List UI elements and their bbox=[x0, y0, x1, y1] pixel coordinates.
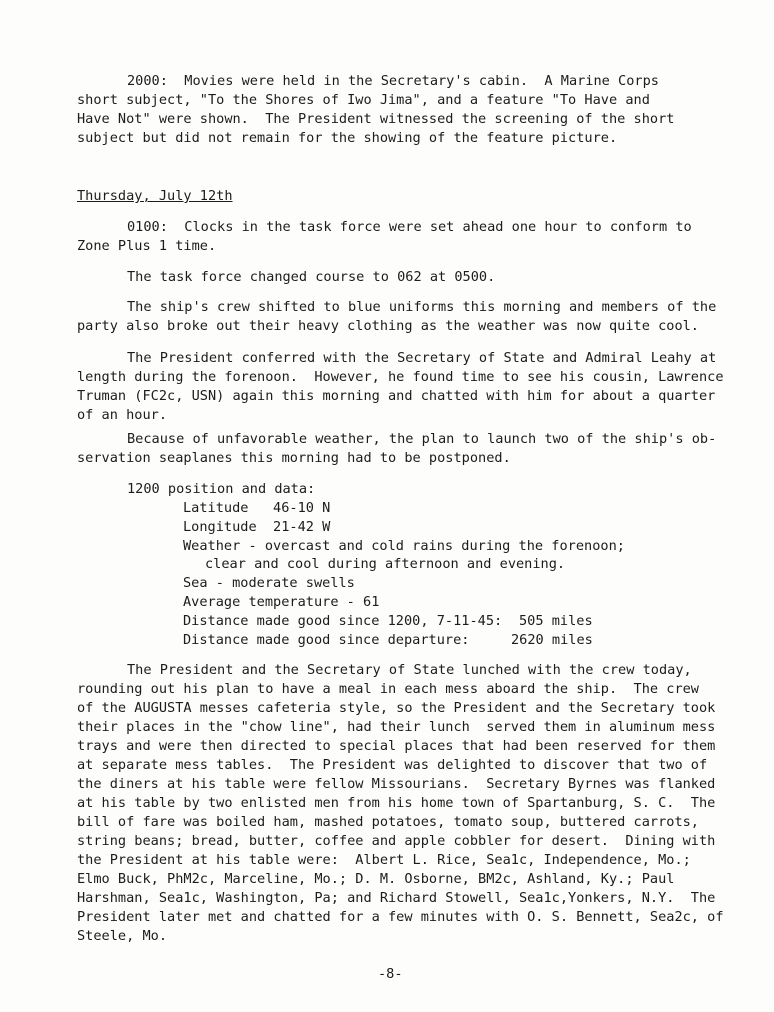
p5-line-3: Truman (FC2c, USN) again this morning and chatted with him for about a quarter bbox=[77, 388, 716, 404]
p7-line-9: bill of fare was boiled ham, mashed potatoes, tomato soup, buttered carrots, bbox=[77, 814, 699, 830]
section-heading: Thursday, July 12th bbox=[77, 188, 233, 204]
p5-line-2: length during the forenoon. However, he found time to see his cousin, Lawrence bbox=[77, 369, 724, 385]
p7-line-2: rounding out his plan to have a meal in each mess aboard the ship. The crew bbox=[77, 681, 699, 697]
position-distance-1-value: 505 miles bbox=[519, 613, 593, 629]
p1-line-2: short subject, "To the Shores of Iwo Jima", and a feature "To Have and bbox=[77, 92, 650, 108]
position-distance-1-label: Distance made good since 1200, 7-11-45: bbox=[183, 613, 503, 629]
position-temperature: Average temperature - 61 bbox=[183, 594, 380, 610]
p7-line-8: at his table by two enlisted men from his home town of Spartanburg, S. C. The bbox=[77, 795, 716, 811]
p4-line-2: party also broke out their heavy clothing as the weather was now quite cool. bbox=[77, 318, 699, 334]
p7-line-3: of the AUGUSTA messes cafeteria style, so the President and the Secretary took bbox=[77, 700, 716, 716]
p7-line-6: at separate mess tables. The President was delighted to discover that two of bbox=[77, 757, 708, 773]
p6-line-2: servation seaplanes this morning had to be postponed. bbox=[77, 450, 511, 466]
position-sea: Sea - moderate swells bbox=[183, 575, 355, 591]
p7-line-1: The President and the Secretary of State lunched with the crew today, bbox=[127, 662, 692, 678]
page-number: -8- bbox=[378, 966, 403, 982]
p1-line-4: subject but did not remain for the showing of the feature picture. bbox=[77, 130, 618, 146]
p2-line-1: 0100: Clocks in the task force were set ahead one hour to conform to bbox=[127, 219, 692, 235]
p4-line-1: The ship's crew shifted to blue uniforms this morning and members of the bbox=[127, 299, 717, 315]
p1-line-3: Have Not" were shown. The President witnessed the screening of the short bbox=[77, 111, 675, 127]
p7-line-10: string beans; bread, butter, coffee and apple cobbler for desert. Dining with bbox=[77, 833, 716, 849]
p5-line-4: of an hour. bbox=[77, 407, 168, 423]
p7-line-4: their places in the "chow line", had their lunch served them in aluminum mess bbox=[77, 719, 716, 735]
position-latitude: Latitude 46-10 N bbox=[183, 500, 331, 516]
p7-line-14: President later met and chatted for a few minutes with O. S. Bennett, Sea2c, of bbox=[77, 909, 724, 925]
p7-line-11: the President at his table were: Albert L. Rice, Sea1c, Independence, Mo.; bbox=[77, 852, 691, 868]
p7-line-12: Elmo Buck, PhM2c, Marceline, Mo.; D. M. Osborne, BM2c, Ashland, Ky.; Paul bbox=[77, 871, 675, 887]
position-longitude: Longitude 21-42 W bbox=[183, 519, 331, 535]
p5-line-1: The President conferred with the Secretary of State and Admiral Leahy at bbox=[127, 350, 717, 366]
p7-line-15: Steele, Mo. bbox=[77, 928, 168, 944]
p3-line-1: The task force changed course to 062 at 0500. bbox=[127, 269, 496, 285]
p1-line-1: 2000: Movies were held in the Secretary's cabin. A Marine Corps bbox=[127, 73, 659, 89]
p2-line-2: Zone Plus 1 time. bbox=[77, 238, 217, 254]
position-intro: 1200 position and data: bbox=[127, 481, 316, 497]
p7-line-7: the diners at his table were fellow Missourians. Secretary Byrnes was flanked bbox=[77, 776, 716, 792]
p7-line-13: Harshman, Sea1c, Washington, Pa; and Richard Stowell, Sea1c,Yonkers, N.Y. The bbox=[77, 890, 716, 906]
position-distance-2-label: Distance made good since departure: bbox=[183, 632, 470, 648]
p7-line-5: trays and were then directed to special places that had been reserved for them bbox=[77, 738, 716, 754]
position-weather-1: Weather - overcast and cold rains during the forenoon; bbox=[183, 538, 625, 554]
p6-line-1: Because of unfavorable weather, the plan to launch two of the ship's ob- bbox=[127, 431, 717, 447]
position-distance-2-value: 2620 miles bbox=[511, 632, 593, 648]
position-weather-2: clear and cool during afternoon and evening. bbox=[205, 556, 566, 572]
